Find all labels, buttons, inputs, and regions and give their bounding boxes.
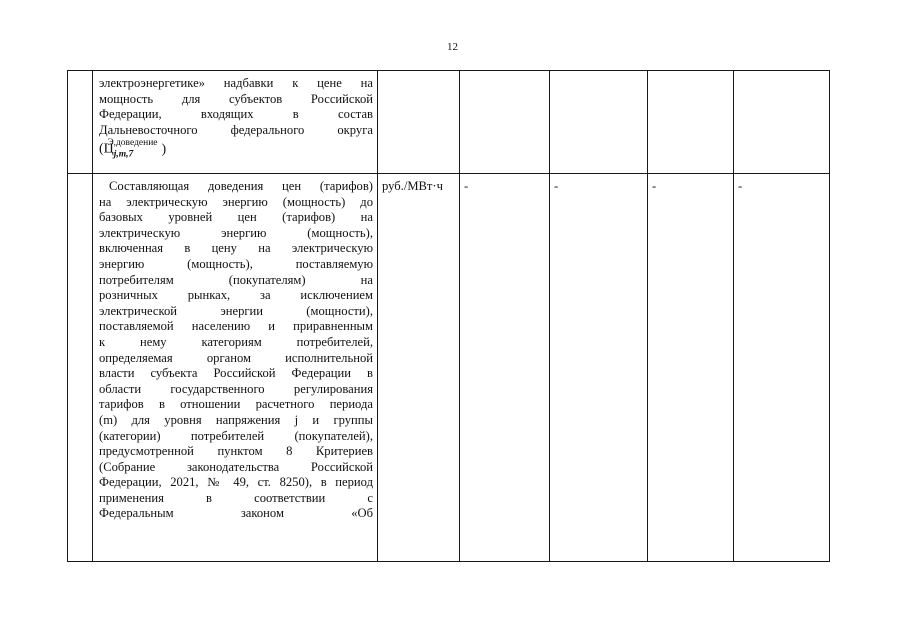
name-line: (m) для уровня напряжения j и группы [99,412,373,427]
name-line: Федерации, 2021, № 49, ст. 8250), в период [99,475,373,490]
name-line: (Собрание законодательства Российской [99,459,373,474]
table-row [68,71,830,174]
unit-cell [378,71,460,174]
name-line: к нему категориям потребителей, [99,334,373,349]
table-row [68,174,830,562]
name-line: включенная в цену на электрическую [99,241,373,256]
indicator-name-cell [93,174,378,562]
value-cell: - [550,174,648,562]
formula-superscript: Э,доведение [107,138,158,149]
name-line: (категории) потребителей (покупателей), [99,428,373,443]
row-number-cell [68,71,93,174]
name-line: тарифов в отношении расчетного периода [99,397,373,412]
name-line: на электрическую энергию (мощность) до [99,194,373,209]
name-line: потребителям (покупателям) на [99,272,373,287]
formula-subscript: j,m,7 [113,149,134,160]
name-line: мощность для субъектов Российской [99,91,373,106]
formula-base: (Ц [99,142,114,158]
formula [99,138,188,163]
name-line: Составляющая доведения цен (тарифов) [109,179,373,193]
name-line: электрической энергии (мощности), [99,303,373,318]
row-number-cell [68,174,93,562]
formula-close: ) [161,142,167,158]
name-line: Федерации, входящих в состав [99,107,373,122]
value-cell [460,71,550,174]
value-cell: - [648,174,734,562]
name-line: поставляемой населению и приравненным [99,319,373,334]
unit-cell: руб./МВт·ч [378,174,460,562]
value-cell: - [734,174,830,562]
value-cell: - [460,174,550,562]
name-line: власти субъекта Российской Федерации в [99,366,373,381]
name-line: базовых уровней цен (тарифов) на [99,210,373,225]
name-line: области государственного регулирования [99,381,373,396]
name-line: предусмотренной пунктом 8 Критериев [99,444,373,459]
page-number: 12 [447,41,458,53]
name-line: применения в соответствии с [99,490,373,505]
name-line: розничных рынках, за исключением [99,288,373,303]
value-cell [550,71,648,174]
value-cell [648,71,734,174]
indicator-name-cell [93,71,378,174]
name-line: Дальневосточного федерального округа [99,122,373,137]
formula-line [99,138,373,163]
name-line: определяемая органом исполнительной [99,350,373,365]
value-cell [734,71,830,174]
tariff-table [67,70,830,562]
name-line: электроэнергетике» надбавки к цене на [99,76,373,90]
name-line: энергию (мощность), поставляемую [99,256,373,271]
name-line: электрическую энергию (мощность), [99,225,373,240]
name-line: Федеральным законом «Об [99,506,373,521]
